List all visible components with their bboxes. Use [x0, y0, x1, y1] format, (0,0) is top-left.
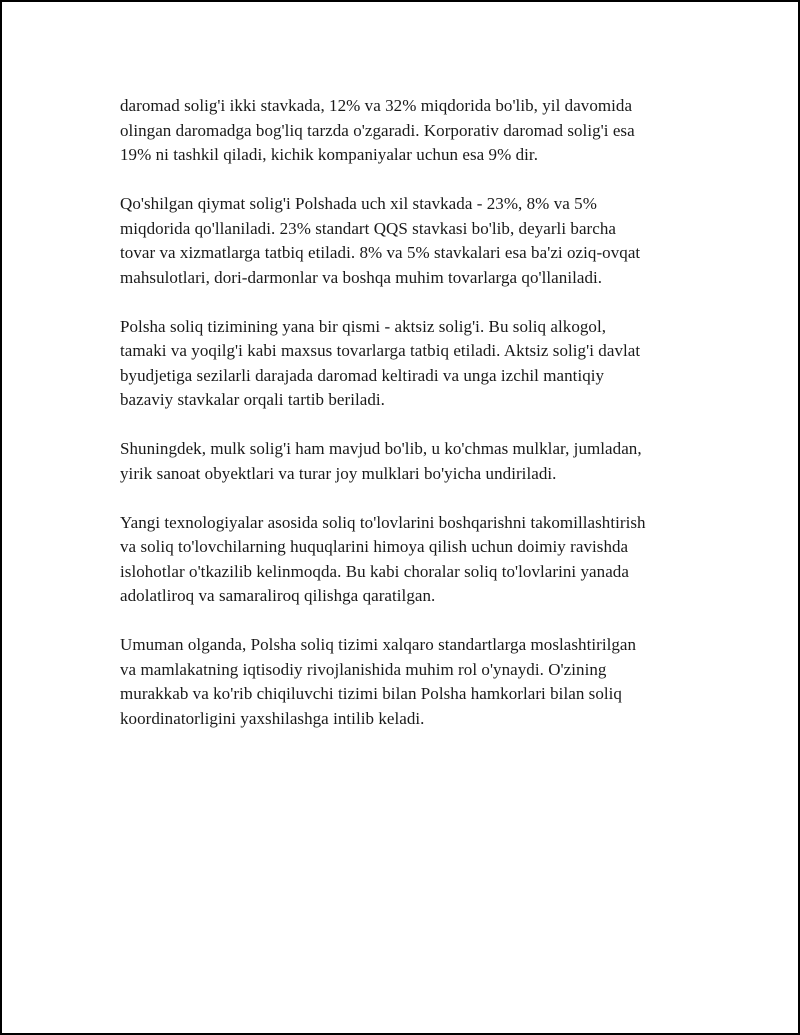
paragraph-conclusion: Umuman olganda, Polsha soliq tizimi xalqaro standartlarga moslashtirilgan va mamlakatning iqtisodiy rivojlanishida muhim rol o'ynaydi. O'zining murakkab va ko'rib chiqiluvchi tizimi bilan Polsha hamkorlari bilan soliq koordinatorligini yaxshilashga intilib keladi. — [120, 635, 637, 728]
paragraph-property-tax: Shuningdek, mulk solig'i ham mavjud bo'lib, u ko'chmas mulklar, jumladan, yirik sanoat obyektlari va turar joy mulklari bo'yicha undiriladi. — [120, 439, 642, 483]
paragraph-reforms: Yangi texnologiyalar asosida soliq to'lovlarini boshqarishni takomillashtirish va soliq to'lovchilarning huquqlarini himoya qilish uchun doimiy ravishda islohotlar o'tkazilib kelinmoqda. Bu kabi choralar soliq to'lovlarini yanada adolatliroq va samaraliroq qilishga qaratilgan. — [120, 512, 646, 605]
document-body — [120, 94, 700, 756]
paragraph-vat: Qo'shilgan qiymat solig'i Polshada uch xil stavkada - 23%, 8% va 5% miqdorida qo'llaniladi. 23% standart QQS stavkasi bo'lib, deyarli barcha tovar va xizmatlarga tatbiq etiladi. 8% va 5% stavkalari esa ba'zi oziq-ovqat mahsulotlari, dori-darmonlar va boshqa muhim tovarlarga qo'llaniladi. — [120, 194, 641, 287]
paragraph-excise-tax: Polsha soliq tizimining yana bir qismi - aktsiz solig'i. Bu soliq alkogol, tamaki va yoqilg'i kabi maxsus tovarlarga tatbiq etiladi. Aktsiz solig'i davlat byudjetiga sezilarli darajada daromad keltiradi va unga izchil mantiqiy bazaviy stavkalar orqali tartib beriladi. — [120, 316, 641, 409]
paragraph-income-tax: daromad solig'i ikki stavkada, 12% va 32% miqdorida bo'lib, yil davomida olingan daromadga bog'liq tarzda o'zgaradi. Korporativ daromad solig'i esa 19% ni tashkil qiladi, kichik kompaniyalar uchun esa 9% dir. — [120, 96, 635, 164]
